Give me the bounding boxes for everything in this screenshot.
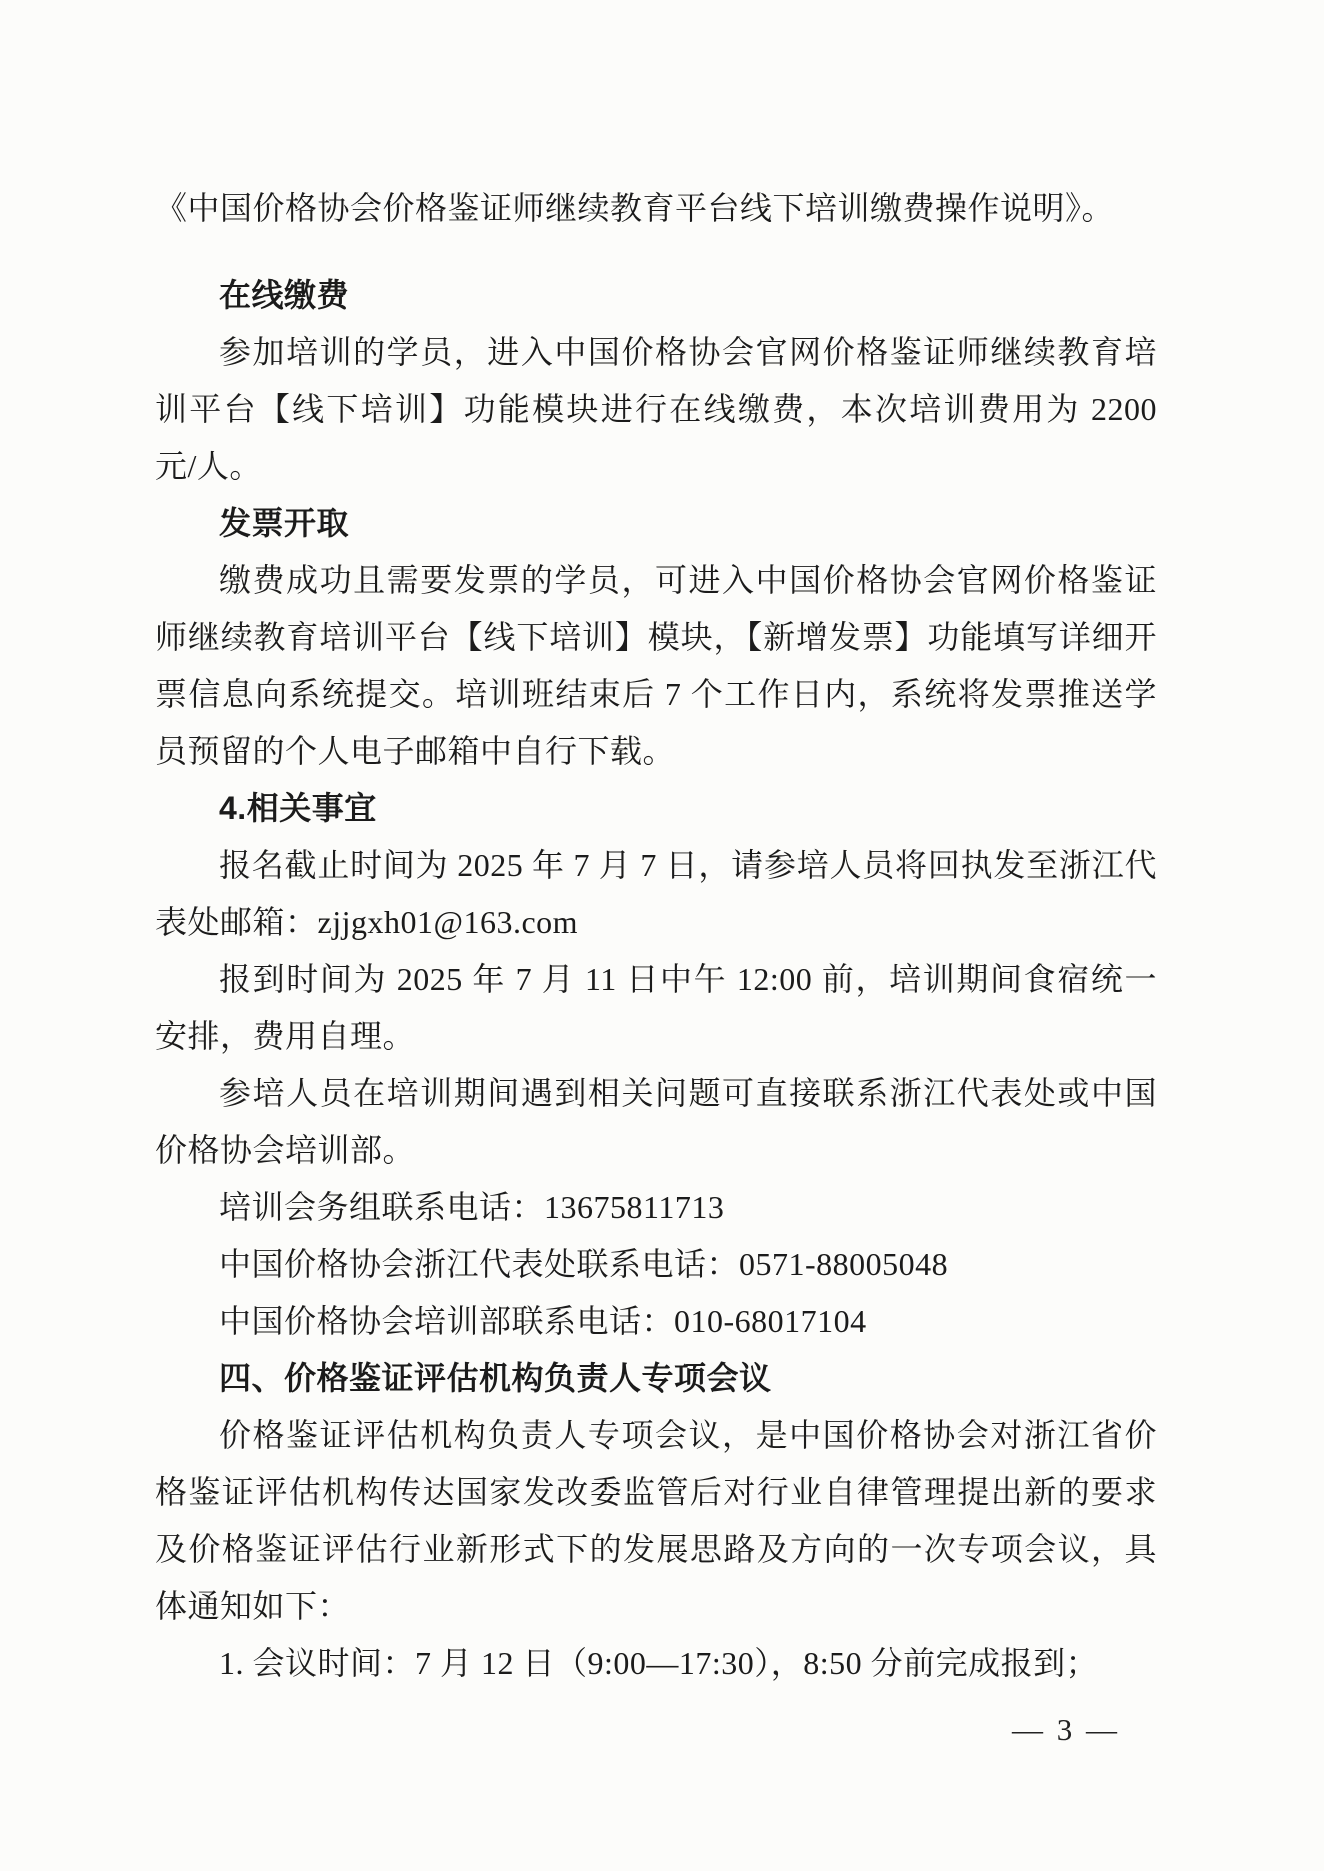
- para-payment-instruction-doc-title: 《中国价格协会价格鉴证师继续教育平台线下培训缴费操作说明》。: [155, 190, 1115, 226]
- para-zhejiang-office-phone: 中国价格协会浙江代表处联系电话：0571-88005048: [219, 1246, 949, 1282]
- heading-section-4-special-meeting: 四、价格鉴证评估机构负责人专项会议: [219, 1360, 772, 1396]
- para-training-dept-phone: 中国价格协会培训部联系电话：010-68017104: [219, 1303, 867, 1339]
- para-online-payment-details: 参加培训的学员，进入中国价格协会官网价格鉴证师继续教育培训平台【线下培训】功能模块进行在线缴费，本次培训费用为 2200 元/人。: [155, 334, 1157, 484]
- para-special-meeting-intro: 价格鉴证评估机构负责人专项会议，是中国价格协会对浙江省价格鉴证评估机构传达国家发改委监管后对行业自律管理提出新的要求及价格鉴证评估行业新形式下的发展思路及方向的一次专项会议，具体通知如下：: [155, 1417, 1157, 1624]
- page-content: [155, 180, 1157, 1692]
- para-registration-deadline-email: 报名截止时间为 2025 年 7 月 7 日，请参培人员将回执发至浙江代表处邮箱：zjjgxh01@163.com: [155, 847, 1157, 940]
- page-number: — 3 —: [1012, 1712, 1120, 1747]
- para-invoice-issuance-details: 缴费成功且需要发票的学员，可进入中国价格协会官网价格鉴证师继续教育培训平台【线下培训】模块，【新增发票】功能填写详细开票信息向系统提交。培训班结束后 7 个工作日内，系统将发票推送学员预留的个人电子邮箱中自行下载。: [155, 562, 1157, 769]
- para-training-office-phone: 培训会务组联系电话：13675811713: [219, 1189, 725, 1225]
- para-checkin-time-lodging: 报到时间为 2025 年 7 月 11 日中午 12:00 前，培训期间食宿统一安排，费用自理。: [155, 961, 1157, 1054]
- para-contact-during-training: 参培人员在培训期间遇到相关问题可直接联系浙江代表处或中国价格协会培训部。: [155, 1075, 1157, 1168]
- para-meeting-time: 1. 会议时间：7 月 12 日（9:00—17:30），8:50 分前完成报到；: [219, 1645, 1099, 1681]
- heading-invoice-issuance: 发票开取: [219, 505, 350, 541]
- heading-online-payment: 在线缴费: [219, 277, 350, 313]
- heading-related-matters: 4.相关事宜: [219, 790, 377, 826]
